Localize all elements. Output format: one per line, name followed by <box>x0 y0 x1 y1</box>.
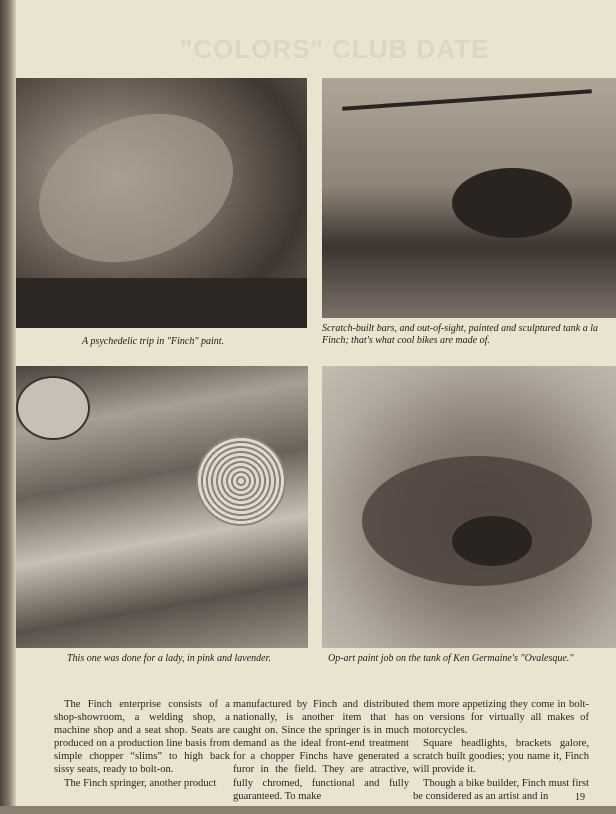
photo-psychedelic-tank <box>16 78 307 328</box>
photo-detail <box>452 168 572 238</box>
paragraph: Square headlights, brackets galore, scratch built goodies; you name it, Finch will provide it. <box>413 738 589 776</box>
paragraph: Though a bike builder, Finch must first be considered as an artist and in <box>413 777 589 802</box>
photo-detail <box>196 436 286 526</box>
article-column-3 <box>413 698 589 803</box>
photo-caption: This one was done for a lady, in pink and lavender. <box>67 653 271 664</box>
paragraph: The Finch springer, another product <box>64 777 217 789</box>
photo-scratch-built-bars <box>322 78 616 318</box>
paragraph: them more appetizing they come in bolt-on versions for virtually all makes of motorcycles. <box>413 699 589 737</box>
paragraph: manufactured by Finch and distributed nationally, is another item that has caught on. Since the springer is in much demand as the ideal front-end treatment for a chopper Finchs have generated a furor in the field. They are atractive, fully chromed, functional and fully guaranteed. To make <box>233 699 409 802</box>
article-column-1 <box>54 698 230 790</box>
photo-detail <box>452 516 532 566</box>
page-number: 19 <box>575 792 585 803</box>
photo-caption: Scratch-built bars, and out-of-sight, painted and sculptured tank a la Finch; that's what cool bikes are made of. <box>322 323 598 346</box>
page-gutter-shadow <box>0 0 16 814</box>
photo-detail <box>16 376 90 440</box>
paragraph: The Finch enterprise consists of a shop-showroom, a welding shop, a machine shop and a seat shop. Seats are produced on a production line basis from simple chopper “slims” to high back sissy seats, ready to bolt-on. <box>54 699 230 776</box>
photo-caption: A psychedelic trip in "Finch" paint. <box>82 336 225 347</box>
photo-detail <box>16 278 307 328</box>
photo-lady-tank <box>16 366 308 648</box>
page-bottom-edge <box>0 806 616 814</box>
article-column-2 <box>233 698 409 803</box>
photo-detail <box>342 89 592 110</box>
photo-caption: Op-art paint job on the tank of Ken Germaine's "Ovalesque." <box>328 653 574 664</box>
bleed-through-heading: "COLORS" CLUB DATE <box>180 34 490 64</box>
photo-detail <box>18 88 254 288</box>
photo-ovalesque-tank <box>322 366 616 648</box>
